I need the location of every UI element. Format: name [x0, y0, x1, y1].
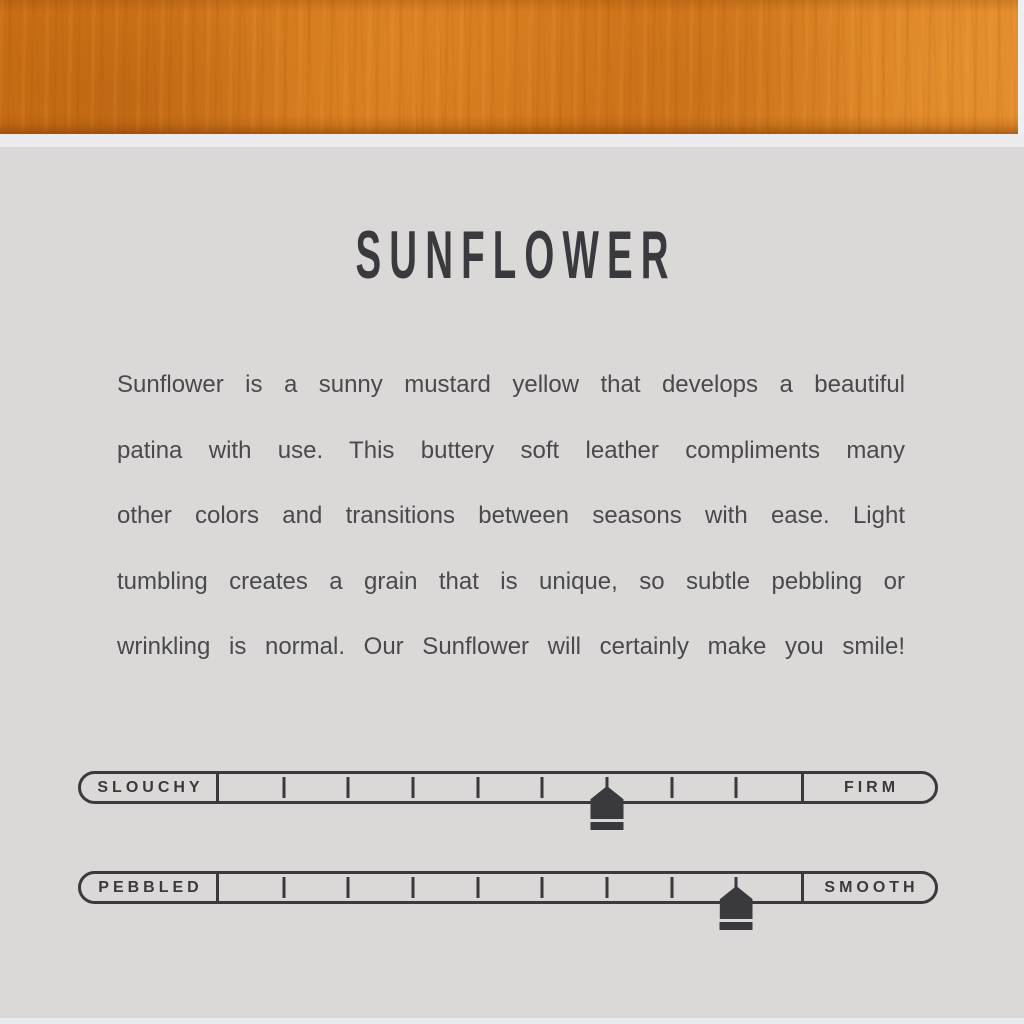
- scale-tick: [670, 877, 673, 898]
- scale-tick: [282, 777, 285, 798]
- scale-tick: [541, 877, 544, 898]
- description-line: other colors and transitions between seasons with ease. Light: [117, 502, 905, 529]
- scale-tick: [735, 777, 738, 798]
- description-paragraph: [117, 352, 905, 680]
- scale-tick: [606, 877, 609, 898]
- leather-swatch-image: [0, 0, 1018, 134]
- scale-marker: [591, 786, 624, 830]
- marker-band: [720, 922, 753, 930]
- scale-tick: [476, 777, 479, 798]
- swatch-divider-strip: [0, 134, 1024, 147]
- scale-tick: [347, 777, 350, 798]
- scale-tick: [347, 877, 350, 898]
- scale-tick: [282, 877, 285, 898]
- scale-tick: [412, 777, 415, 798]
- bottom-margin-strip: [0, 1018, 1024, 1024]
- scale-marker: [720, 886, 753, 930]
- scale-right-label: SMOOTH: [801, 874, 935, 901]
- pebbled-smooth-scale: [78, 871, 938, 904]
- description-line: patina with use. This buttery soft leather compliments many: [117, 436, 905, 464]
- marker-band: [591, 822, 624, 830]
- slouchy-firm-scale: [78, 771, 938, 804]
- page-title: SUNFLOWER: [355, 218, 677, 294]
- scale-tick: [670, 777, 673, 798]
- scale-track: [219, 774, 801, 801]
- description-line: Sunflower is a sunny mustard yellow that develops a beautiful: [117, 371, 905, 398]
- scale-tick: [541, 777, 544, 798]
- description-line: tumbling creates a grain that is unique, so subtle pebbling or: [117, 567, 905, 595]
- scale-right-label: FIRM: [801, 774, 935, 801]
- scale-left-label: SLOUCHY: [81, 774, 219, 801]
- scale-left-label: PEBBLED: [81, 874, 219, 901]
- scale-tick: [412, 877, 415, 898]
- marker-pointer-icon: [720, 886, 753, 919]
- swatch-right-margin: [1018, 0, 1024, 134]
- scale-track: [219, 874, 801, 901]
- description-line: wrinkling is normal. Our Sunflower will certainly make you smile!: [117, 633, 905, 660]
- marker-pointer-icon: [591, 786, 624, 819]
- scale-tick: [476, 877, 479, 898]
